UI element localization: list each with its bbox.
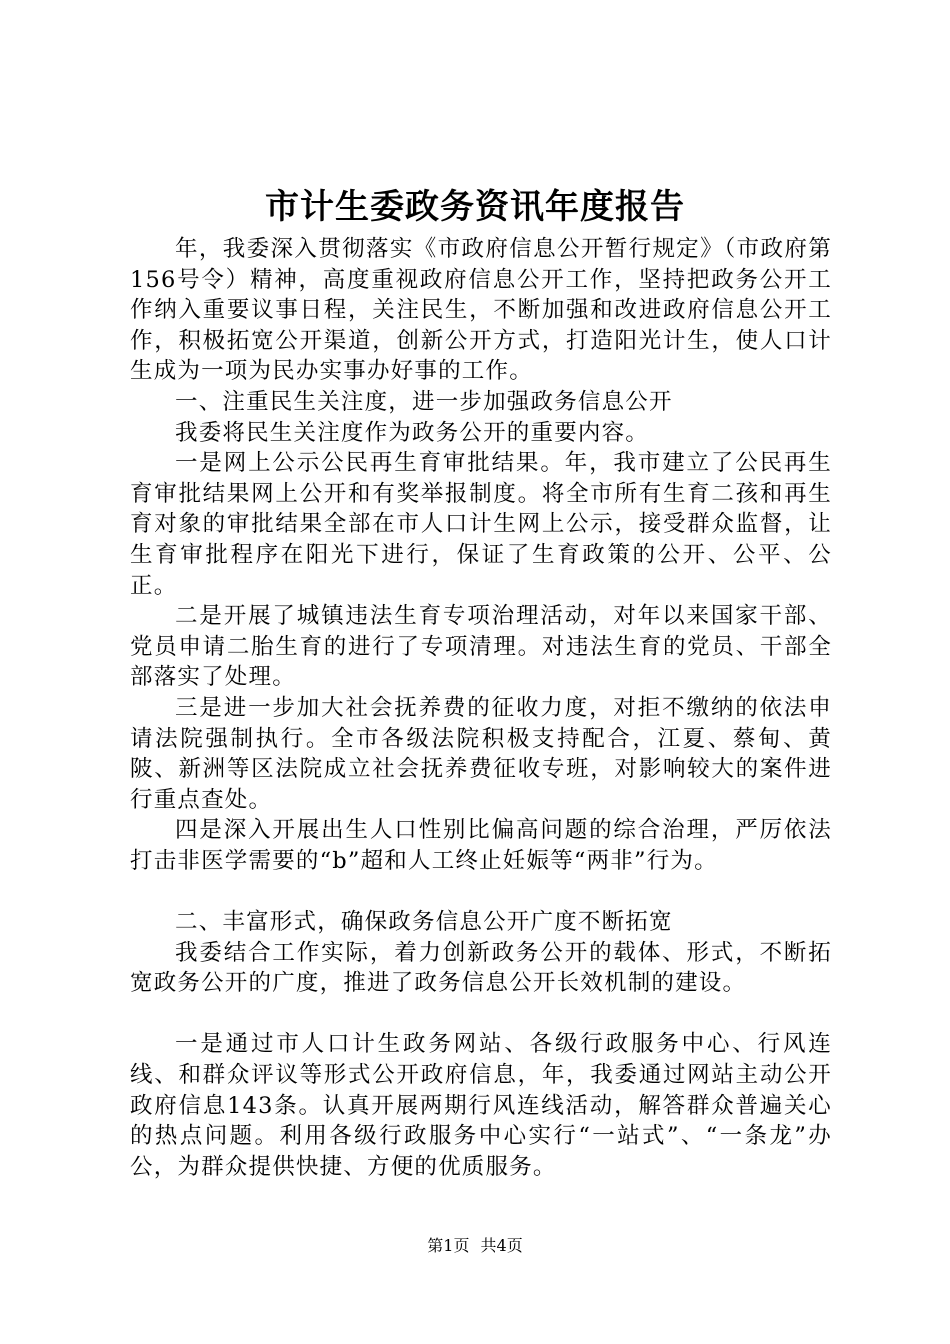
paragraph: 二是开展了城镇违法生育专项治理活动，对年以来国家干部、党员申请二胎生育的进行了专项清理。对违法生育的党员、干部全部落实了处理。 xyxy=(130,603,832,691)
paragraph: 一是通过市人口计生政务网站、各级行政服务中心、行风连线、和群众评议等形式公开政府信息，年，我委通过网站主动公开政府信息143条。认真开展两期行风连线活动，解答群众普遍关心的热点问题。利用各级行政服务中心实行“一站式”、“一条龙”办公，为群众提供快捷、方便的优质服务。 xyxy=(130,1031,832,1180)
paragraph: 我委将民生关注度作为政务公开的重要内容。 xyxy=(175,419,650,446)
paragraph: 一是网上公示公民再生育审批结果。年，我市建立了公民再生育审批结果网上公开和有奖举报制度。将全市所有生育二孩和再生育对象的审批结果全部在市人口计生网上公示，接受群众监督，让生育审批程序在阳光下进行，保证了生育政策的公开、公平、公正。 xyxy=(130,450,832,599)
section-heading-1: 一、注重民生关注度，进一步加强政务信息公开 xyxy=(175,388,673,415)
document-title: 市计生委政务资讯年度报告 xyxy=(265,187,685,227)
paragraph: 四是深入开展出生人口性别比偏高问题的综合治理，严厉依法打击非医学需要的“b”超和人工终止妊娠等“两非”行为。 xyxy=(130,817,832,874)
paragraph: 我委结合工作实际，着力创新政务公开的载体、形式，不断拓宽政务公开的广度，推进了政务信息公开长效机制的建设。 xyxy=(130,939,832,997)
page-number-footer: 第1页 共4页 xyxy=(427,1236,523,1255)
paragraph-intro: 年，我委深入贯彻落实《市政府信息公开暂行规定》（市政府第156号令）精神，高度重视政府信息公开工作，坚持把政务公开工作纳入重要议事日程，关注民生，不断加强和改进政府信息公开工作，积极拓宽公开渠道，创新公开方式，打造阳光计生，使人口计生成为一项为民办实事办好事的工作。 xyxy=(130,236,832,385)
paragraph: 三是进一步加大社会抚养费的征收力度，对拒不缴纳的依法申请法院强制执行。全市各级法院积极支持配合，江夏、蔡甸、黄陂、新洲等区法院成立社会抚养费征收专班，对影响较大的案件进行重点查处。 xyxy=(130,694,832,813)
document-body xyxy=(130,234,832,1182)
section-heading-2: 二、丰富形式，确保政务信息公开广度不断拓宽 xyxy=(175,909,673,936)
